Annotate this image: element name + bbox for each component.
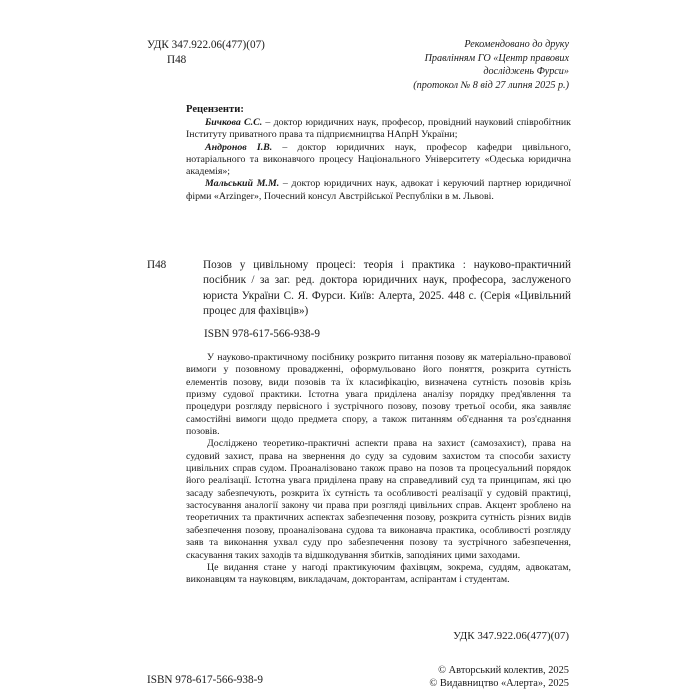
recommendation-line-1: Рекомендовано до друку: [464, 39, 569, 50]
abstract-paragraph: У науково-практичному посібнику розкрито питання позову як матеріально-правової вимоги у позовному провадженні, оформульовано його поняття, розкрита сутність елементів позову, види позовів та їх класифікацію, визначена сутність позовів крізь призму судової практики. Істотна увага приділена аналізу порядку пред'явлення та процедури розгляду первісного і зустрічного позову, позову третьої особи, яка заявляє самостійні вимоги щодо предмета спору, а також питанням об'єднання та роз'єднання позовів.: [186, 352, 571, 438]
isbn-primary: ISBN 978-617-566-938-9: [204, 328, 320, 340]
reviewers-section: [186, 103, 571, 203]
recommendation-block: [413, 38, 569, 92]
reviewer-description: – доктор юридичних наук, професор, провідний науковий співробітник Інституту приватного права та підприємництва НАпрН України;: [186, 117, 571, 141]
reviewer-name: Бичкова С.С.: [205, 117, 263, 128]
page-header: [0, 38, 700, 92]
udk-author-sign: П48: [167, 53, 187, 66]
recommendation-line-2: Правлінням ГО «Центр правових: [424, 52, 569, 64]
reviewers-heading: Рецензенти:: [186, 104, 244, 115]
recommendation-line-3: досліджень Фурси»: [483, 66, 569, 77]
copyright-line-publisher: © Видавництво «Алерта», 2025: [429, 678, 569, 690]
isbn-footer: ISBN 978-617-566-938-9: [147, 674, 263, 686]
reviewer-entry: [186, 142, 571, 179]
copyright-line-authors: © Авторський колектив, 2025: [438, 665, 569, 676]
reviewer-entry: [186, 117, 571, 142]
recommendation-line-4: (протокол № 8 від 27 липня 2025 р.): [413, 79, 569, 91]
copyright-block: [0, 664, 569, 690]
udk-classification-line: УДК 347.922.06(477)(07): [147, 39, 265, 51]
reviewer-description: – доктор юридичних наук, професор кафедри цивільного, нотаріального та виконавчого процесу Національного Університету «Одеська юридична академія»;: [186, 141, 571, 178]
bibliographic-description: Позов у цивільному процесі: теорія і практика : науково-практичний посібник / за заг. ред. доктора юридичних наук, професора, заслуженого юриста України С. Я. Фурси. Київ: Алерта, 2025. 448 с. (Серія «Цивільний процес для фахівців»): [203, 259, 571, 317]
udk-footer: УДК 347.922.06(477)(07): [453, 630, 569, 642]
reviewer-name: Мальський М.М.: [205, 178, 280, 190]
abstract-section: [186, 352, 571, 587]
reviewer-name: Андронов І.В.: [205, 141, 273, 153]
abstract-paragraph: Досліджено теоретико-практичні аспекти права на захист (самозахист), права на судовий захист, права на звернення до суду за судовим захистом та способи захисту цивільних справ судом. Проаналізовано також право на позов та процесуальний порядок його реалізації. Істотна увага приділена праву на справедливий суд та принципам, які цю засаду забезпечують, розкрита їх сутність та особливості реалізації у судовій практиці, застосування аналогії закону чи права при розгляді цивільних справ. Акцент зроблено на теоретичних та практичних аспектах забезпечення позову, розкрита сутність різних видів забезпечення позову, проаналізована судова та виконавча практика, особливості розгляду заяв та виконання ухвал суду про забезпечення позову та зустрічного забезпечення, скасування таких заходів та відшкодування збитків, заподіяних цими заходами.: [186, 438, 571, 561]
abstract-paragraph: Це видання стане у нагоді практикуючим фахівцям, зокрема, суддям, адвокатам, виконавцям та науковцям, викладачам, докторантам, аспірантам і студентам.: [186, 561, 571, 586]
bibliographic-record: [147, 258, 571, 319]
udk-block: [147, 38, 265, 67]
reviewer-entry: [186, 178, 571, 203]
bibliographic-author-sign: П48: [147, 259, 167, 271]
reviewer-description: – доктор юридичних наук, адвокат і керуючий партнер юридичної фірми «Arzinger», Почесний консул Австрійської Республіки в м. Львові.: [186, 178, 571, 202]
